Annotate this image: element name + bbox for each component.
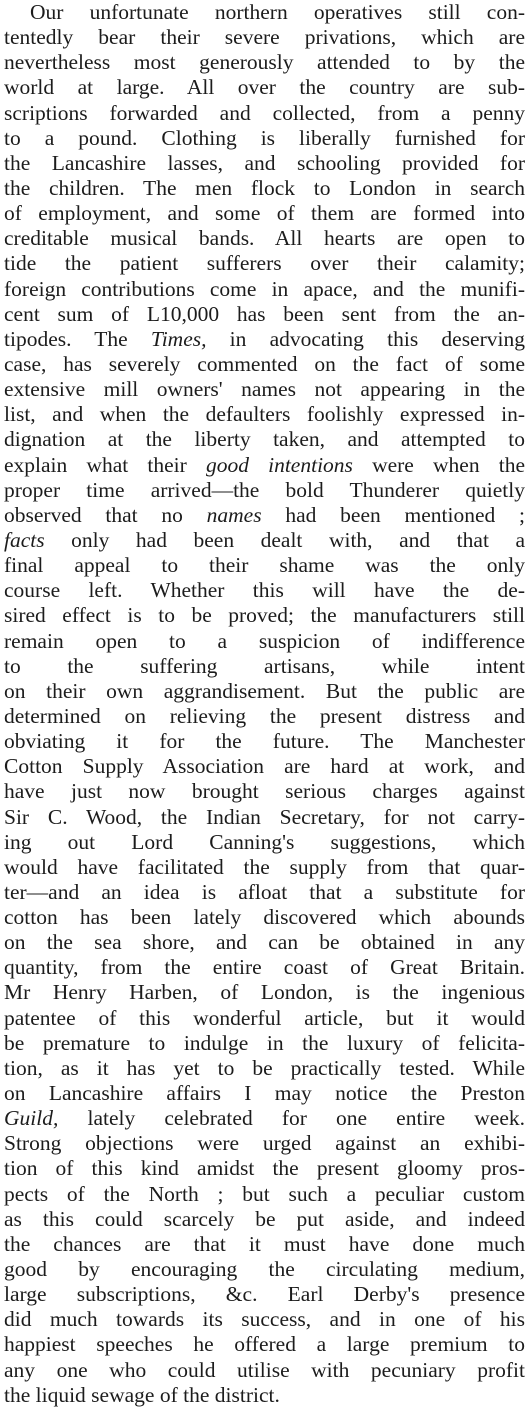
text-run: to a pound. Clothing is liberally furnished for: [4, 125, 525, 150]
text-run: the liquid sewage of the district.: [4, 1382, 280, 1407]
text-line: [4, 1358, 525, 1383]
text-line: [4, 754, 525, 779]
text-run: tide the patient sufferers over their calamity;: [4, 251, 525, 276]
text-run: extensive mill owners' names not appearing in the: [4, 377, 525, 402]
text-run: explain what their: [4, 452, 206, 477]
text-line: [4, 930, 525, 955]
text-run: on their own aggrandisement. But the public are: [4, 678, 525, 703]
text-run: world at large. All over the country are sub-: [4, 75, 525, 100]
text-run: determined on relieving the present distress and: [4, 703, 525, 728]
text-line: [4, 1207, 525, 1232]
text-run: the children. The men flock to London in search: [4, 175, 525, 200]
text-line: [4, 302, 525, 327]
text-line: [4, 905, 525, 930]
text-run: cent sum of L10,000 has been sent from the an-: [4, 301, 525, 326]
text-line: [4, 1131, 525, 1156]
text-run: Cotton Supply Association are hard at work, and: [4, 754, 525, 779]
text-run: had been mentioned ;: [261, 502, 525, 527]
text-line: [4, 1282, 525, 1307]
text-line: [4, 1031, 525, 1056]
text-line: [4, 50, 525, 75]
text-line: [4, 226, 525, 251]
italic-run: facts: [4, 527, 45, 552]
text-run: patentee of this wonderful article, but it would: [4, 1005, 525, 1030]
text-line: [4, 1056, 525, 1081]
text-run: on Lancashire affairs I may notice the Preston: [4, 1081, 525, 1106]
text-run: final appeal to their shame was the only: [4, 553, 525, 578]
text-line: [4, 679, 525, 704]
text-run: observed that no: [4, 502, 207, 527]
text-line: [4, 503, 525, 528]
text-run: Our unfortunate northern operatives still con-: [30, 0, 525, 24]
text-run: creditable musical bands. All hearts are open to: [4, 226, 525, 251]
text-run: case, has severely commented on the fact of some: [4, 351, 525, 376]
text-line: [4, 1232, 525, 1257]
text-run: as this could scarcely be put aside, and indeed: [4, 1206, 525, 1231]
text-run: did much towards its success, and in one of his: [4, 1307, 525, 1332]
text-line: [4, 729, 525, 754]
text-line: [4, 805, 525, 830]
text-run: be premature to indulge in the luxury of felicita-: [4, 1030, 525, 1055]
text-line: [4, 855, 525, 880]
text-run: ing out Lord Canning's suggestions, which: [4, 829, 525, 854]
text-line: [4, 402, 525, 427]
text-run: the chances are that it must have done much: [4, 1231, 525, 1256]
text-line: [4, 654, 525, 679]
text-run: large subscriptions, &c. Earl Derby's presence: [4, 1282, 525, 1307]
text-run: in advocating this deserving: [206, 326, 525, 351]
text-run: tentedly bear their severe privations, which are: [4, 25, 525, 50]
text-run: quantity, from the entire coast of Great Britain.: [4, 955, 525, 980]
text-run: lately celebrated for one entire week.: [58, 1106, 525, 1131]
text-line: [4, 478, 525, 503]
italic-run: good intentions: [205, 452, 353, 477]
text-line: [4, 1081, 525, 1106]
text-line: [4, 176, 525, 201]
text-line: [4, 1383, 525, 1408]
text-run: course left. Whether this will have the de-: [4, 578, 525, 603]
text-run: nevertheless most generously attended to by the: [4, 50, 525, 75]
text-run: tipodes. The: [4, 326, 151, 351]
text-line: [4, 201, 525, 226]
italic-run: Guild,: [4, 1106, 59, 1131]
text-line: [4, 553, 525, 578]
text-run: cotton has been lately discovered which abounds: [4, 905, 525, 930]
text-run: to the suffering artisans, while intent: [4, 653, 525, 678]
text-run: have just now brought serious charges against: [4, 779, 525, 804]
text-run: pects of the North ; but such a peculiar custom: [4, 1181, 525, 1206]
text-run: of employment, and some of them are formed into: [4, 201, 525, 226]
text-line: [4, 427, 525, 452]
text-line: [4, 377, 525, 402]
text-line: [4, 75, 525, 100]
text-line: [4, 1006, 525, 1031]
text-line: [4, 1257, 525, 1282]
text-run: on the sea shore, and can be obtained in any: [4, 930, 525, 955]
italic-run: Times,: [150, 326, 207, 351]
text-line: [4, 1156, 525, 1181]
text-run: foreign contributions come in apace, and the munifi-: [4, 276, 525, 301]
text-line: [4, 453, 525, 478]
text-run: only had been dealt with, and that a: [44, 527, 525, 552]
text-run: scriptions forwarded and collected, from a penny: [4, 100, 525, 125]
text-line: [4, 603, 525, 628]
text-line: [4, 704, 525, 729]
text-line: [4, 151, 525, 176]
text-line: [4, 0, 525, 25]
text-line: [4, 830, 525, 855]
text-line: [4, 352, 525, 377]
text-line: [4, 880, 525, 905]
text-line: [4, 101, 525, 126]
text-line: [4, 251, 525, 276]
text-line: [4, 1332, 525, 1357]
text-line: [4, 25, 525, 50]
text-line: [4, 629, 525, 654]
text-line: [4, 1106, 525, 1131]
text-line: [4, 327, 525, 352]
text-line: [4, 578, 525, 603]
text-line: [4, 1307, 525, 1332]
text-run: remain open to a suspicion of indifference: [4, 628, 525, 653]
text-run: were when the: [352, 452, 525, 477]
text-run: Sir C. Wood, the Indian Secretary, for not carry-: [4, 804, 525, 829]
text-run: dignation at the liberty taken, and attempted to: [4, 427, 525, 452]
text-line: [4, 955, 525, 980]
text-line: [4, 277, 525, 302]
text-line: [4, 126, 525, 151]
text-run: would have facilitated the supply from that quar-: [4, 854, 525, 879]
text-run: the Lancashire lasses, and schooling provided for: [4, 150, 525, 175]
text-line: [4, 528, 525, 553]
text-run: obviating it for the future. The Manchester: [4, 729, 525, 754]
text-run: good by encouraging the circulating medium,: [4, 1257, 525, 1282]
text-run: Strong objections were urged against an exhibi-: [4, 1131, 525, 1156]
text-run: tion, as it has yet to be practically tested. While: [4, 1055, 525, 1080]
text-run: sired effect is to be proved; the manufacturers still: [4, 603, 525, 628]
text-line: [4, 779, 525, 804]
text-line: [4, 1182, 525, 1207]
italic-run: names: [206, 502, 262, 527]
text-run: happiest speeches he offered a large premium to: [4, 1332, 525, 1357]
text-run: tion of this kind amidst the present gloomy pros-: [4, 1156, 525, 1181]
text-run: Mr Henry Harben, of London, is the ingenious: [4, 980, 525, 1005]
text-run: proper time arrived—the bold Thunderer quietly: [4, 477, 525, 502]
text-run: ter—and an idea is afloat that a substitute for: [4, 879, 525, 904]
text-run: list, and when the defaulters foolishly expressed in-: [4, 402, 525, 427]
text-line: [4, 980, 525, 1005]
text-run: any one who could utilise with pecuniary profit: [4, 1357, 525, 1382]
